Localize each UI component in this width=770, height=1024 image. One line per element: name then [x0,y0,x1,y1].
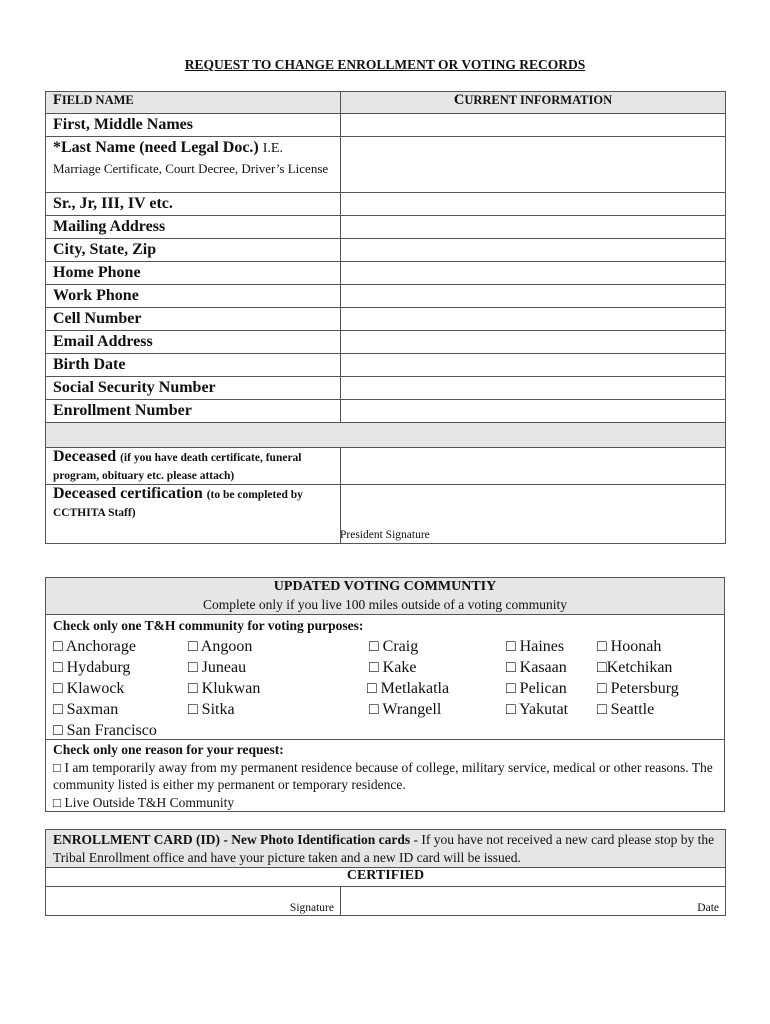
reason-options [46,740,725,812]
community-juneau[interactable]: □ Juneau [188,659,247,676]
row-home-phone [46,262,726,285]
email-input[interactable] [341,331,726,354]
voting-subtitle: Complete only if you live 100 miles outside of a voting community [202,597,568,612]
birth-date-input[interactable] [341,354,726,377]
community-sitka[interactable]: □ Sitka [188,701,235,718]
card-info: ENROLLMENT CARD (ID) - New Photo Identification cards - If you have not received a new card please stop by the Tribal Enrollment office and have your picture taken and a new ID card will be issued. [46,830,726,868]
certified-label: CERTIFIED [46,868,726,887]
row-work-phone [46,285,726,308]
community-ketchikan[interactable]: □Ketchikan [597,659,673,676]
separator-row [46,423,726,448]
current-info-header: CURRENT INFORMATION [341,92,726,114]
community-kasaan[interactable]: □ Kasaan [506,659,567,676]
field-name-header: FIELD NAME [46,92,341,114]
form-title: REQUEST TO CHANGE ENROLLMENT OR VOTING RECORDS [184,57,586,72]
voting-header-row [46,578,725,615]
card-info-row [46,830,726,868]
records-header-row [46,92,726,114]
community-saxman[interactable]: □ Saxman [53,701,119,718]
community-wrangell[interactable]: □ Wrangell [369,701,442,718]
row-ssn [46,377,726,400]
community-yakutat[interactable]: □ Yakutat [506,701,569,718]
reason-row [46,740,725,812]
field-label: Email Address [46,331,341,354]
president-signature-label: President Signature [340,529,430,541]
mailing-address-input[interactable] [341,216,726,239]
community-row [46,615,725,740]
community-angoon[interactable]: □ Angoon [188,638,253,655]
community-hydaburg[interactable]: □ Hydaburg [53,659,131,676]
enrollment-number-input[interactable] [341,400,726,423]
field-label-last-name: *Last Name (need Legal Doc.) I.E. Marriage Certificate, Court Decree, Driver’s License [46,137,341,193]
deceased-input[interactable] [341,448,726,485]
community-klawock[interactable]: □ Klawock [53,680,125,697]
community-options [46,615,725,740]
row-city [46,239,726,262]
field-label: First, Middle Names [46,114,341,137]
community-petersburg[interactable]: □ Petersburg [597,680,679,697]
records-table [45,91,726,544]
first-middle-input[interactable] [341,114,726,137]
community-craig[interactable]: □ Craig [369,638,419,655]
deceased-label-cell: Deceased (if you have death certificate, funeral program, obituary etc. please attach) [46,448,341,485]
row-suffix [46,193,726,216]
certified-row [46,868,726,887]
community-klukwan[interactable]: □ Klukwan [188,680,261,697]
work-phone-input[interactable] [341,285,726,308]
field-label: Birth Date [46,354,341,377]
voting-table [45,577,725,812]
home-phone-input[interactable] [341,262,726,285]
row-birth [46,354,726,377]
row-enrollment [46,400,726,423]
last-name-input[interactable] [341,137,726,193]
row-last-name [46,137,726,193]
reason-live-outside[interactable]: □ Live Outside T&H Community [53,794,235,810]
community-san-francisco[interactable]: □ San Francisco [53,722,157,739]
field-label: Cell Number [46,308,341,331]
row-cell [46,308,726,331]
reason-temporarily-away[interactable]: □ I am temporarily away from my permanent residence because of college, military service, medical or other reasons. The community listed is either my permanent or temporary residence. [53,759,713,792]
field-label: Work Phone [46,285,341,308]
ssn-input[interactable] [341,377,726,400]
date-field[interactable] [341,887,726,916]
signature-row [46,887,726,916]
field-label: Sr., Jr, III, IV etc. [46,193,341,216]
community-hoonah[interactable]: □ Hoonah [597,638,662,655]
community-metlakatla[interactable]: □ Metlakatla [367,680,450,697]
community-instruction: Check only one T&H community for voting purposes: [53,618,364,633]
row-email [46,331,726,354]
field-label: Enrollment Number [46,400,341,423]
row-first-middle [46,114,726,137]
community-seattle[interactable]: □ Seattle [597,701,655,718]
row-deceased [46,448,726,485]
enrollment-card-table [45,829,726,916]
cell-number-input[interactable] [341,308,726,331]
community-kake[interactable]: □ Kake [369,659,417,676]
legal-doc-note: Marriage Certificate, Court Decree, Driver’s License [53,161,329,176]
signature-field[interactable] [46,887,341,916]
community-haines[interactable]: □ Haines [506,638,565,655]
field-label: Social Security Number [46,377,341,400]
signature-label: Signature [289,902,334,914]
community-anchorage[interactable]: □ Anchorage [53,638,136,655]
field-label: Mailing Address [46,216,341,239]
field-label: Home Phone [46,262,341,285]
row-mailing [46,216,726,239]
community-pelican[interactable]: □ Pelican [506,680,567,697]
suffix-input[interactable] [341,193,726,216]
field-label: City, State, Zip [46,239,341,262]
voting-title: UPDATED VOTING COMMUNTIY [273,579,497,594]
row-deceased-cert [46,485,726,544]
date-label: Date [697,902,719,914]
city-state-zip-input[interactable] [341,239,726,262]
deceased-cert-label-cell: Deceased certification (to be completed by CCTHITA Staff) President Signature [46,485,341,544]
reason-instruction: Check only one reason for your request: [53,742,284,757]
